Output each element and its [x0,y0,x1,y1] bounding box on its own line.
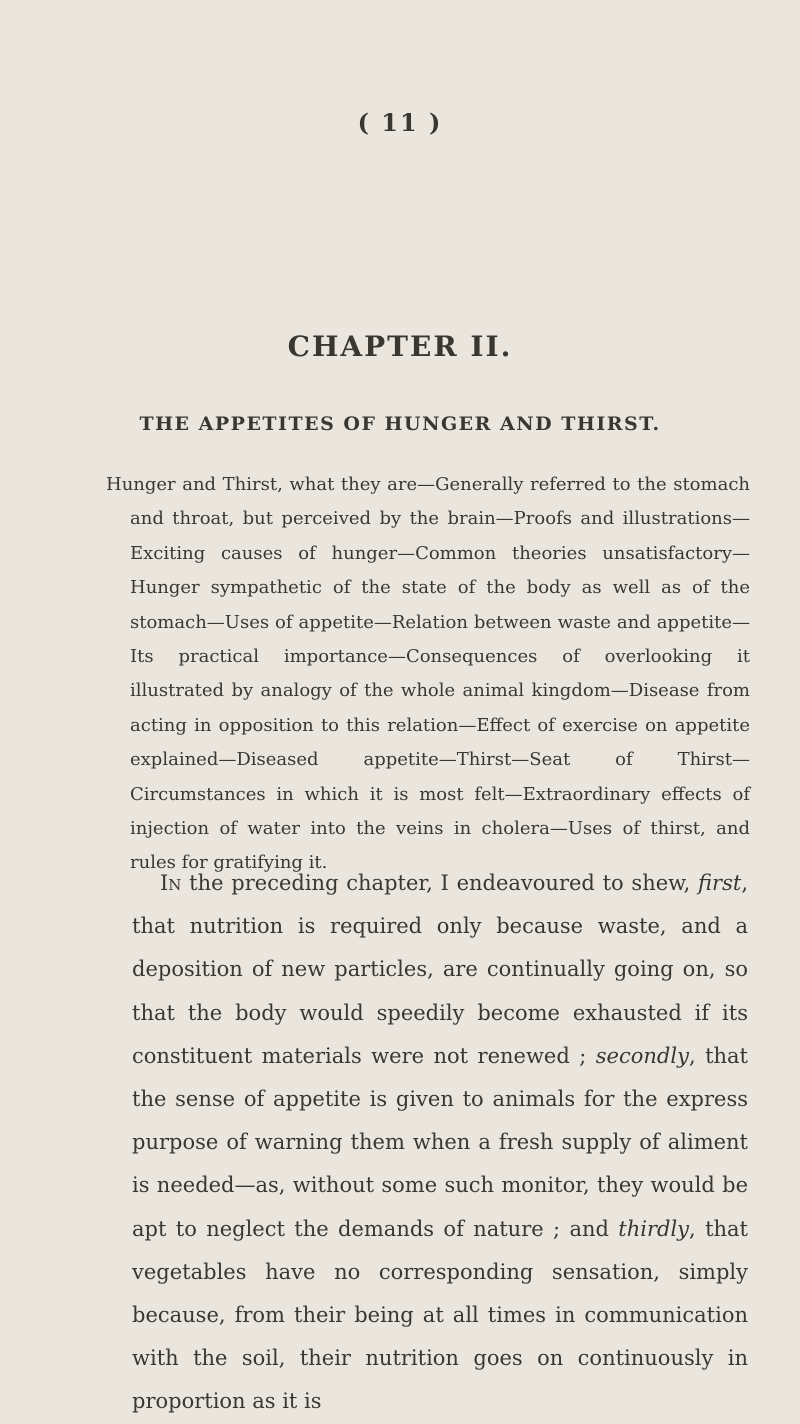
chapter-synopsis: Hunger and Thirst, what they are—Generally referred to the stomach and throat, but perceived by the brain—Proofs and illustrations—Exciting causes of hunger—Common theories unsatisfactory—Hunger sympathetic of the state of the body as well as of the stomach—Uses of appetite—Relation between waste and appetite—Its practical importance—Consequences of overlooking it illustrated by analogy of the whole animal kingdom—Disease from acting in opposition to this relation—Effect of exercise on appetite explained—Diseased appetite—Thirst—Seat of Thirst—Circumstances in which it is most felt—Extraordinary effects of injection of water into the veins in cholera—Uses of thirst, and rules for gratifying it. [106,474,750,874]
emphasis-first: first [698,871,742,895]
page-number: ( 11 ) [357,108,443,137]
paragraph-text-4: , that vegetables have no corresponding sensation, simply because, from their being at all times in communication with the soil, their nutrition goes on continuously in proportion as it is [132,1216,748,1414]
chapter-heading: CHAPTER II. [287,330,513,363]
paragraph-text-3: , that the sense of appetite is given to animals for the express purpose of warning them when a fresh supply of aliment is needed—as, without some such monitor, they would be apt to neglect the demands of nature ; and [132,1043,748,1241]
paragraph-text-2: , that nutrition is required only because waste, and a deposition of new particles, are continually going on, so that the body would speedily become exhausted if its constituent materials were not renewed ; [132,871,748,1068]
chapter-title: THE APPETITES OF HUNGER AND THIRST. [139,413,661,435]
paragraph-text-1: the preceding chapter, I endeavoured to shew, [181,871,699,895]
opening-word: In [160,871,182,895]
emphasis-thirdly: thirdly [618,1216,690,1241]
body-paragraph [132,862,748,1424]
emphasis-secondly: secondly [595,1043,689,1068]
